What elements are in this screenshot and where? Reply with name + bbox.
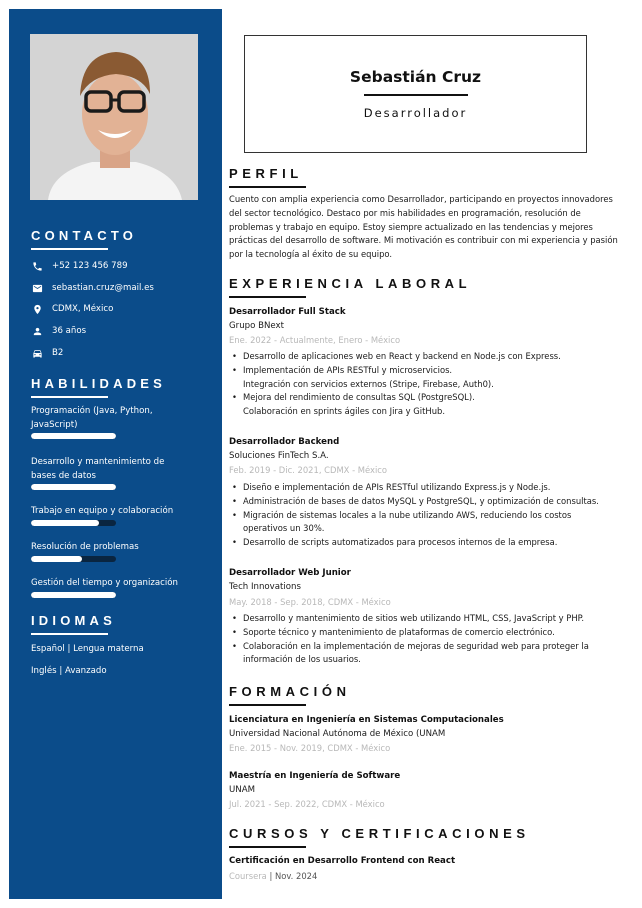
- skills-title-rule: [31, 396, 108, 398]
- car-icon: [31, 347, 43, 359]
- skill-label-line: Desarrollo y mantenimiento de: [31, 457, 165, 467]
- bullet-continuation: Integración con servicios externos (Stripe, Firebase, Auth0).: [243, 378, 494, 389]
- profile-text: [229, 193, 619, 262]
- bullet-continuation: Colaboración en sprints ágiles con Jira y GitHub.: [243, 406, 445, 417]
- skill-label: [31, 456, 211, 483]
- contact-age: [31, 324, 86, 338]
- profile-line: del sector tecnológico. Destaco por mis habilidades en programación, resolución de: [229, 207, 581, 218]
- contact-license: [31, 346, 63, 360]
- bullet-item: • Implementación de APIs RESTful y microservicios.: [229, 364, 609, 378]
- languages-title: IDIOMAS: [31, 613, 117, 628]
- contact-license-text: B2: [52, 348, 64, 358]
- job-company: Soluciones FinTech S.A.: [229, 451, 329, 461]
- skill-label-line: Gestión del tiempo y organización: [31, 578, 178, 588]
- skill-label-line: Programación (Java, Python,: [31, 406, 153, 416]
- skill-label: [31, 577, 211, 591]
- bullet-item: • Colaboración en la implementación de mejoras de seguridad web para proteger la: [229, 640, 609, 654]
- job-meta: Feb. 2019 - Dic. 2021, CDMX - México: [229, 465, 388, 475]
- education-title-item: Maestría en Ingeniería de Software: [229, 771, 401, 781]
- person-icon: [31, 325, 43, 337]
- name-box: [244, 35, 587, 153]
- contact-title-rule: [31, 248, 108, 250]
- skill-label-line: Trabajo en equipo y colaboración: [31, 506, 174, 516]
- profile-photo: [30, 34, 198, 200]
- education-school: Universidad Nacional Autónoma de México (UNAM: [229, 729, 446, 739]
- profile-title: PERFIL: [229, 166, 303, 181]
- candidate-name: Sebastián Cruz: [349, 68, 482, 86]
- contact-email-text: sebastian.cruz@mail.es: [52, 283, 154, 293]
- bullet-item: • Diseño e implementación de APIs RESTful utilizando Express.js y Node.js.: [229, 481, 609, 495]
- job-company: Tech Innovations: [229, 582, 301, 592]
- skill-label: [31, 505, 211, 519]
- candidate-role: Desarrollador: [363, 106, 468, 120]
- experience-title-rule: [229, 296, 306, 298]
- course-provider: Coursera: [229, 871, 267, 881]
- bullet-item: • Desarrollo y mantenimiento de sitios web utilizando HTML, CSS, JavaScript y PHP.: [229, 612, 609, 626]
- courses-title: CURSOS Y CERTIFICACIONES: [229, 826, 530, 841]
- bullet-item: • Desarrollo de scripts automatizados para procesos internos de la empresa.: [229, 536, 609, 550]
- skill-bar: [31, 484, 116, 490]
- course-date: Nov. 2024: [274, 871, 318, 881]
- experience-title: EXPERIENCIA LABORAL: [229, 276, 472, 291]
- job-title: Desarrollador Web Junior: [229, 568, 351, 578]
- contact-location: [31, 302, 113, 316]
- skill-bar: [31, 592, 116, 598]
- language-item: Inglés | Avanzado: [31, 666, 107, 676]
- job-bullets: [229, 350, 609, 419]
- bullet-item: • Migración de sistemas locales a la nube utilizando AWS, reduciendo los costos: [229, 509, 609, 523]
- job-bullets: [229, 481, 609, 550]
- languages-title-rule: [31, 633, 108, 635]
- skill-label: [31, 405, 211, 432]
- job-title: Desarrollador Backend: [229, 437, 340, 447]
- phone-icon: [31, 260, 43, 272]
- contact-email: [31, 281, 154, 295]
- bullet-item: • Mejora del rendimiento de consultas SQL (PostgreSQL).: [229, 391, 609, 405]
- job-meta: Ene. 2022 - Actualmente, Enero - México: [229, 335, 401, 345]
- profile-line: problemas y trabajo en equipo. Estoy siempre actualizado en las tendencias y mejores: [229, 221, 593, 232]
- location-icon: [31, 303, 43, 315]
- bullet-continuation: información de los usuarios.: [243, 654, 361, 665]
- contact-age-text: 36 años: [52, 326, 87, 336]
- contact-title: CONTACTO: [31, 228, 138, 243]
- contact-location-text: CDMX, México: [52, 304, 114, 314]
- skills-title: HABILIDADES: [31, 376, 167, 391]
- course-title: Certificación en Desarrollo Frontend con React: [229, 856, 456, 866]
- skill-bar: [31, 520, 116, 526]
- profile-line: prácticas del desarrollo de software. Mi motivación es contribuir con mi experiencia y pasión: [229, 235, 618, 246]
- profile-line: Cuento con amplia experiencia como Desarrollador, participando en proyectos innovadores: [229, 194, 613, 204]
- skill-bar-fill: [31, 556, 82, 562]
- courses-title-rule: [229, 846, 306, 848]
- skill-bar-fill: [31, 484, 116, 490]
- bullet-item: • Soporte técnico y mantenimiento de plataformas de comercio electrónico.: [229, 626, 609, 640]
- skill-bar-fill: [31, 592, 116, 598]
- bullet-item: • Desarrollo de aplicaciones web en React y backend en Node.js con Express.: [229, 350, 609, 364]
- name-rule: [364, 94, 468, 96]
- job-meta: May. 2018 - Sep. 2018, CDMX - México: [229, 597, 391, 607]
- skill-label-line: bases de datos: [31, 470, 96, 481]
- mail-icon: [31, 282, 43, 294]
- skill-bar-fill: [31, 433, 116, 439]
- education-school: UNAM: [229, 785, 256, 795]
- skill-label-line: Resolución de problemas: [31, 542, 139, 552]
- education-meta: Jul. 2021 - Sep. 2022, CDMX - México: [229, 799, 385, 809]
- education-meta: Ene. 2015 - Nov. 2019, CDMX - México: [229, 743, 391, 753]
- contact-phone-text: +52 123 456 789: [52, 261, 128, 271]
- education-title-item: Licenciatura en Ingeniería en Sistemas Computacionales: [229, 715, 504, 725]
- profile-title-rule: [229, 186, 306, 188]
- bullet-continuation: operativos un 30%.: [243, 523, 325, 534]
- bullet-item: • Administración de bases de datos MySQL y PostgreSQL, y optimización de consultas.: [229, 495, 609, 509]
- language-item: Español | Lengua materna: [31, 644, 144, 654]
- course-separator: |: [266, 871, 275, 881]
- education-title-rule: [229, 704, 306, 706]
- skill-label: [31, 541, 211, 555]
- profile-line: por la tecnología al éxito de su equipo.: [229, 249, 393, 260]
- job-company: Grupo BNext: [229, 321, 284, 331]
- education-title: FORMACIÓN: [229, 684, 351, 699]
- skill-label-line: JavaScript): [31, 419, 78, 430]
- job-title: Desarrollador Full Stack: [229, 307, 346, 317]
- skill-bar-fill: [31, 520, 99, 526]
- job-bullets: [229, 612, 609, 667]
- contact-phone: [31, 259, 128, 273]
- skill-bar: [31, 556, 116, 562]
- skill-bar: [31, 433, 116, 439]
- course-meta: [229, 871, 317, 881]
